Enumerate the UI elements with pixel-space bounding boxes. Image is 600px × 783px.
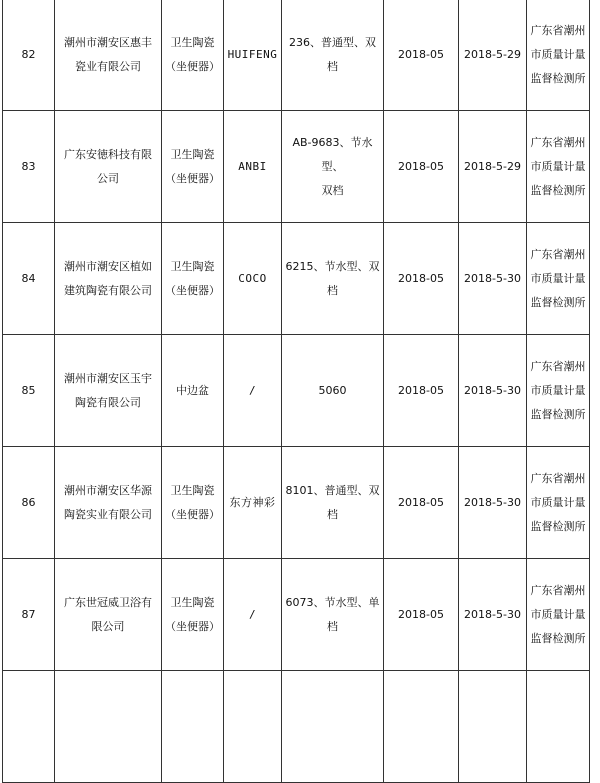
sample-number-cell bbox=[3, 335, 55, 447]
sampling-date-cell-text: 2018-5-30 bbox=[464, 607, 521, 621]
sample-number-cell-text: 83 bbox=[21, 159, 36, 173]
empty-cell bbox=[55, 671, 162, 783]
product-name-cell bbox=[162, 0, 224, 111]
sampling-date-cell-text: 2018-5-29 bbox=[464, 159, 521, 173]
company-name-cell-text bbox=[64, 479, 152, 527]
company-name-cell-line: 广东安徳科技有限 bbox=[64, 147, 152, 161]
table-row-partial bbox=[3, 671, 590, 783]
testing-agency-cell-line: 市质量计量 bbox=[530, 495, 586, 509]
product-name-cell-text bbox=[165, 31, 220, 79]
sampling-date-cell-text: 2018-5-30 bbox=[464, 495, 521, 509]
brand-cell-text: 东方神彩 bbox=[229, 495, 276, 509]
testing-agency-cell-line: 广东省潮州 bbox=[530, 583, 586, 597]
testing-agency-cell-line: 监督检测所 bbox=[530, 183, 586, 197]
testing-agency-cell-line: 市质量计量 bbox=[530, 383, 586, 397]
product-name-cell-line: 卫生陶瓷 bbox=[170, 147, 215, 161]
testing-agency-cell-line: 广东省潮州 bbox=[530, 135, 586, 149]
testing-agency-cell-text bbox=[531, 19, 586, 91]
company-name-cell-text bbox=[64, 255, 152, 303]
testing-agency-cell-text bbox=[531, 467, 586, 539]
model-spec-cell-line: 档 bbox=[327, 283, 338, 297]
sampling-date-cell-text: 2018-5-30 bbox=[464, 271, 521, 285]
product-name-cell-line: （坐便器） bbox=[165, 171, 220, 185]
testing-agency-cell bbox=[527, 223, 590, 335]
product-name-cell-text bbox=[176, 379, 209, 403]
table-row bbox=[3, 335, 590, 447]
company-name-cell-line: 陶瓷实业有限公司 bbox=[64, 507, 152, 521]
testing-agency-cell-line: 监督检测所 bbox=[530, 295, 586, 309]
product-name-cell bbox=[162, 447, 224, 559]
company-name-cell-line: 陶瓷有限公司 bbox=[75, 395, 141, 409]
sampling-date-cell-text: 2018-5-30 bbox=[464, 383, 521, 397]
sample-number-cell bbox=[3, 111, 55, 223]
company-name-cell-line: 广东世冠威卫浴有 bbox=[64, 595, 152, 609]
sampling-date-cell-text: 2018-5-29 bbox=[464, 47, 521, 61]
production-date-cell-text: 2018-05 bbox=[398, 607, 444, 621]
testing-agency-cell-line: 监督检测所 bbox=[530, 519, 586, 533]
product-name-cell-line: 卫生陶瓷 bbox=[170, 595, 215, 609]
brand-cell bbox=[224, 111, 282, 223]
testing-agency-cell-line: 市质量计量 bbox=[530, 607, 586, 621]
empty-cell bbox=[162, 671, 224, 783]
sampling-date-cell bbox=[459, 335, 527, 447]
sample-number-cell bbox=[3, 447, 55, 559]
sampling-date-cell bbox=[459, 559, 527, 671]
testing-agency-cell-line: 广东省潮州 bbox=[530, 23, 586, 37]
brand-cell bbox=[224, 335, 282, 447]
product-name-cell bbox=[162, 223, 224, 335]
empty-cell bbox=[459, 671, 527, 783]
company-name-cell-text bbox=[64, 143, 152, 191]
product-name-cell-text bbox=[165, 479, 220, 527]
production-date-cell bbox=[384, 0, 459, 111]
model-spec-cell-line: 236、普通型、双档 bbox=[289, 35, 376, 73]
empty-cell bbox=[527, 671, 590, 783]
production-date-cell-text: 2018-05 bbox=[398, 383, 444, 397]
brand-cell bbox=[224, 223, 282, 335]
testing-agency-cell bbox=[527, 0, 590, 111]
model-spec-cell-line: 8101、普通型、双 bbox=[285, 483, 380, 497]
company-name-cell-text bbox=[64, 367, 152, 415]
company-name-cell-line: 限公司 bbox=[91, 619, 125, 633]
product-name-cell-line: 卫生陶瓷 bbox=[170, 35, 215, 49]
company-name-cell-text bbox=[64, 591, 152, 639]
testing-agency-cell-line: 市质量计量 bbox=[530, 271, 586, 285]
production-date-cell bbox=[384, 111, 459, 223]
production-date-cell bbox=[384, 335, 459, 447]
testing-agency-cell-line: 广东省潮州 bbox=[530, 359, 586, 373]
sampling-date-cell bbox=[459, 0, 527, 111]
company-name-cell-line: 潮州市潮安区华源 bbox=[64, 483, 152, 497]
product-name-cell-line: （坐便器） bbox=[165, 507, 220, 521]
sampling-date-cell bbox=[459, 223, 527, 335]
table-row bbox=[3, 0, 590, 111]
empty-cell bbox=[224, 671, 282, 783]
model-spec-cell-text bbox=[286, 255, 380, 303]
testing-agency-cell-line: 广东省潮州 bbox=[530, 247, 586, 261]
model-spec-cell-text bbox=[284, 131, 381, 203]
model-spec-cell-line: 档 bbox=[327, 507, 338, 521]
testing-agency-cell-line: 市质量计量 bbox=[530, 47, 586, 61]
model-spec-cell-line: 档 bbox=[327, 619, 338, 633]
product-name-cell-line: （坐便器） bbox=[165, 283, 220, 297]
testing-agency-cell-text bbox=[531, 355, 586, 427]
model-spec-cell-line: 6215、节水型、双 bbox=[285, 259, 380, 273]
empty-cell bbox=[384, 671, 459, 783]
company-name-cell-line: 建筑陶瓷有限公司 bbox=[64, 283, 152, 297]
company-name-cell-line: 潮州市潮安区植如 bbox=[64, 259, 152, 273]
product-name-cell-line: （坐便器） bbox=[165, 59, 220, 73]
company-name-cell-line: 公司 bbox=[97, 171, 119, 185]
model-spec-cell-text bbox=[284, 31, 381, 79]
model-spec-cell bbox=[282, 223, 384, 335]
model-spec-cell-line: 5060 bbox=[318, 383, 347, 397]
production-date-cell-text: 2018-05 bbox=[398, 159, 444, 173]
brand-cell bbox=[224, 0, 282, 111]
model-spec-cell-line: 双档 bbox=[321, 183, 344, 197]
testing-agency-cell-line: 监督检测所 bbox=[530, 407, 586, 421]
model-spec-cell bbox=[282, 111, 384, 223]
sample-number-cell-text: 84 bbox=[21, 271, 36, 285]
model-spec-cell bbox=[282, 0, 384, 111]
sample-number-cell bbox=[3, 223, 55, 335]
sampling-date-cell bbox=[459, 111, 527, 223]
brand-cell-text: / bbox=[248, 383, 257, 397]
sampling-date-cell bbox=[459, 447, 527, 559]
product-name-cell-line: 卫生陶瓷 bbox=[170, 483, 215, 497]
production-date-cell bbox=[384, 559, 459, 671]
sample-number-cell bbox=[3, 0, 55, 111]
sample-number-cell-text: 87 bbox=[21, 607, 36, 621]
inspection-results-table bbox=[2, 0, 590, 783]
brand-cell-text: ANBI bbox=[238, 159, 267, 173]
testing-agency-cell-text bbox=[531, 131, 586, 203]
product-name-cell bbox=[162, 559, 224, 671]
table-row bbox=[3, 111, 590, 223]
model-spec-cell-text bbox=[286, 479, 380, 527]
sample-number-cell bbox=[3, 559, 55, 671]
product-name-cell bbox=[162, 335, 224, 447]
production-date-cell-text: 2018-05 bbox=[398, 271, 444, 285]
testing-agency-cell bbox=[527, 111, 590, 223]
product-name-cell-line: 中边盆 bbox=[176, 383, 209, 397]
company-name-cell-line: 瓷业有限公司 bbox=[75, 59, 141, 73]
company-name-cell-text bbox=[64, 31, 152, 79]
table-body bbox=[3, 0, 590, 783]
company-name-cell-line: 潮州市潮安区惠丰 bbox=[64, 35, 152, 49]
product-name-cell-text bbox=[165, 255, 220, 303]
sample-number-cell-text: 86 bbox=[21, 495, 36, 509]
product-name-cell bbox=[162, 111, 224, 223]
sample-number-cell-text: 82 bbox=[21, 47, 36, 61]
model-spec-cell-text bbox=[319, 379, 347, 403]
table-row bbox=[3, 559, 590, 671]
production-date-cell-text: 2018-05 bbox=[398, 47, 444, 61]
company-name-cell bbox=[55, 559, 162, 671]
brand-cell bbox=[224, 447, 282, 559]
product-name-cell-line: 卫生陶瓷 bbox=[170, 259, 215, 273]
production-date-cell bbox=[384, 447, 459, 559]
testing-agency-cell bbox=[527, 335, 590, 447]
product-name-cell-line: （坐便器） bbox=[165, 619, 220, 633]
model-spec-cell-line: 6073、节水型、单 bbox=[285, 595, 380, 609]
testing-agency-cell-line: 市质量计量 bbox=[530, 159, 586, 173]
model-spec-cell-line: AB-9683、节水型、 bbox=[292, 135, 373, 173]
table-row bbox=[3, 447, 590, 559]
product-name-cell-text bbox=[165, 591, 220, 639]
company-name-cell bbox=[55, 447, 162, 559]
testing-agency-cell-line: 监督检测所 bbox=[530, 631, 586, 645]
brand-cell-text: / bbox=[248, 607, 257, 621]
model-spec-cell bbox=[282, 335, 384, 447]
sample-number-cell-text: 85 bbox=[21, 383, 36, 397]
company-name-cell bbox=[55, 111, 162, 223]
table-row bbox=[3, 223, 590, 335]
testing-agency-cell-text bbox=[531, 579, 586, 651]
testing-agency-cell-line: 监督检测所 bbox=[530, 71, 586, 85]
company-name-cell bbox=[55, 0, 162, 111]
empty-cell bbox=[3, 671, 55, 783]
production-date-cell-text: 2018-05 bbox=[398, 495, 444, 509]
model-spec-cell bbox=[282, 447, 384, 559]
brand-cell bbox=[224, 559, 282, 671]
testing-agency-cell bbox=[527, 447, 590, 559]
company-name-cell bbox=[55, 335, 162, 447]
model-spec-cell-text bbox=[286, 591, 380, 639]
model-spec-cell bbox=[282, 559, 384, 671]
company-name-cell bbox=[55, 223, 162, 335]
brand-cell-text: HUIFENG bbox=[227, 47, 278, 61]
testing-agency-cell-line: 广东省潮州 bbox=[530, 471, 586, 485]
production-date-cell bbox=[384, 223, 459, 335]
product-name-cell-text bbox=[165, 143, 220, 191]
brand-cell-text: COCO bbox=[238, 271, 267, 285]
company-name-cell-line: 潮州市潮安区玉宇 bbox=[64, 371, 152, 385]
testing-agency-cell bbox=[527, 559, 590, 671]
empty-cell bbox=[282, 671, 384, 783]
testing-agency-cell-text bbox=[531, 243, 586, 315]
